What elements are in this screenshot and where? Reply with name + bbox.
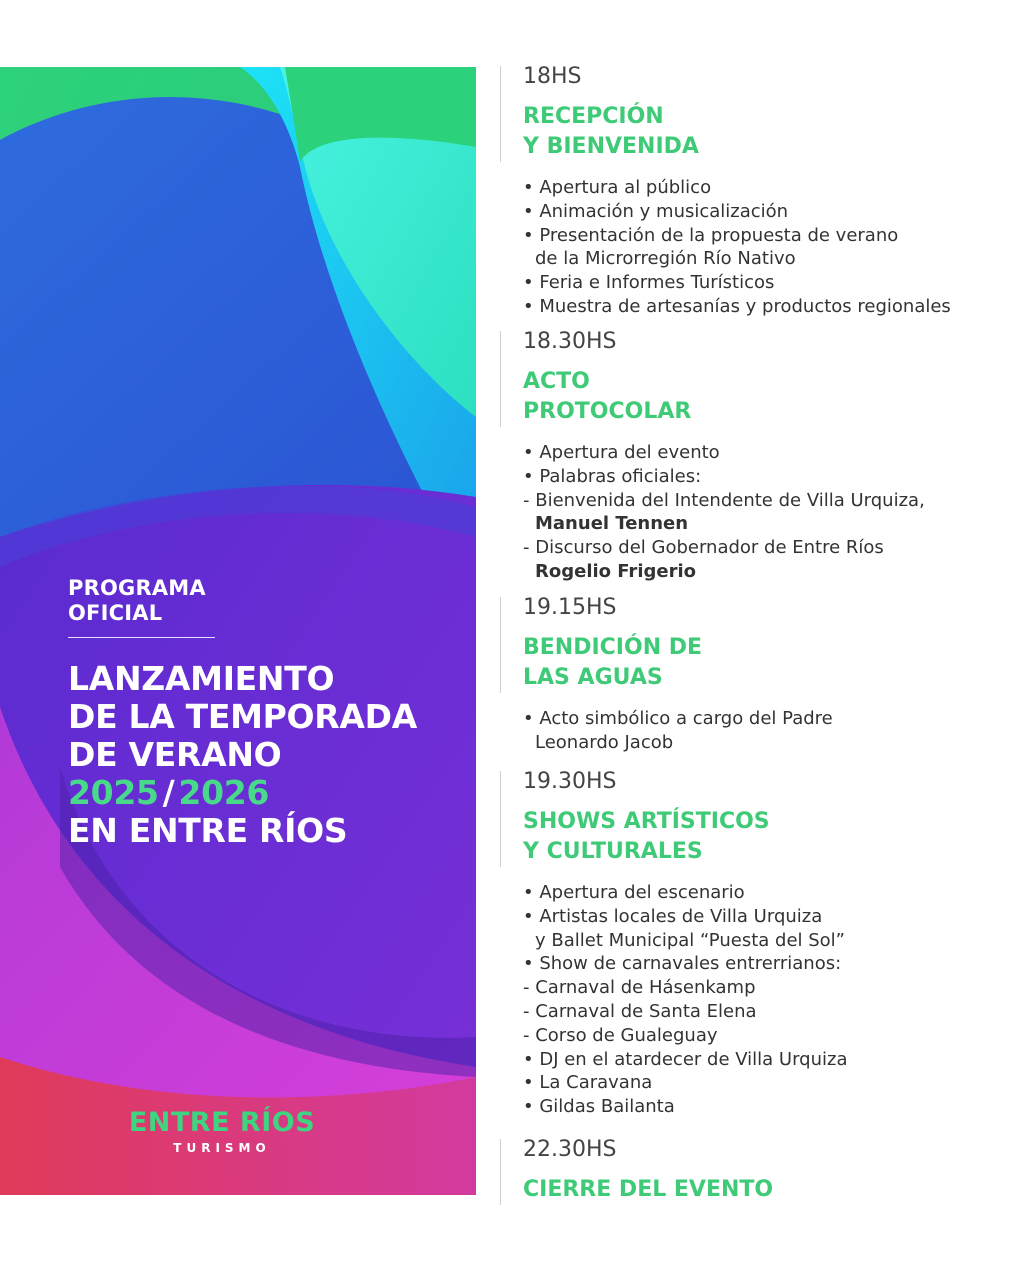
brand-name: ENTRE RÍOS [128,1107,316,1138]
title-line-2: DE LA TEMPORADA [68,697,417,736]
schedule-items [500,881,1024,1119]
list-item: • Acto simbólico a cargo del Padre [523,708,833,729]
title-line-1: LANZAMIENTO [68,659,335,698]
list-item: - Discurso del Gobernador de Entre Ríos [523,537,884,559]
list-item: • Gildas Bailanta [523,1096,675,1118]
title-line-3: DE VERANO [68,735,282,774]
schedule-block-2 [500,331,1024,584]
list-item: • Muestra de artesanías y productos regionales [523,295,951,317]
speaker-name: Rogelio Frigerio [535,560,696,582]
schedule-time: 19.15HS [523,595,617,620]
schedule-title [523,102,1024,162]
schedule-header [500,331,1024,427]
schedule-items [500,441,1024,584]
year-separator: / [162,773,175,812]
schedule-title-line: ACTO [523,369,590,394]
list-item: • Artistas locales de Villa Urquiza [523,905,823,927]
schedule-title-line: CIERRE DEL EVENTO [523,1177,774,1202]
divider [68,637,215,638]
title-line-5: EN ENTRE RÍOS [68,811,348,850]
list-item: - Bienvenida del Intendente de Villa Urquiza, [523,489,925,511]
schedule-items [500,176,1024,319]
program-label-line-2: OFICIAL [68,601,163,625]
schedule-title [523,367,1024,427]
list-item: - Corso de Gualeguay [523,1024,718,1046]
list-item: - Carnaval de Hásenkamp [523,977,756,999]
schedule-block-3 [500,597,1024,755]
list-item: • DJ en el atardecer de Villa Urquiza [523,1048,848,1070]
schedule-title-line: LAS AGUAS [523,665,663,690]
schedule-title-line: Y BIENVENIDA [523,134,699,159]
schedule-title-line: Y CULTURALES [523,839,703,864]
list-item: Leonardo Jacob [535,731,674,753]
schedule-header [500,597,1024,693]
program-label-line-1: PROGRAMA [68,576,206,600]
list-item: • Palabras oficiales: [523,465,702,487]
schedule-block-5 [500,1139,1024,1205]
schedule-time: 18.30HS [523,329,617,354]
schedule-header [500,66,1024,162]
schedule-title-line: BENDICIÓN DE [523,635,703,660]
entre-rios-turismo-logo [0,1108,444,1155]
schedule-block-4 [500,771,1024,1119]
list-item: - Carnaval de Santa Elena [523,1000,757,1022]
speaker-name: Manuel Tennen [535,513,689,535]
schedule-title [523,807,1024,867]
schedule-title [523,1175,1024,1205]
program-label [68,576,206,626]
list-item: • Apertura del escenario [523,882,745,903]
schedule-title-line: SHOWS ARTÍSTICOS [523,809,770,834]
schedule-time: 19.30HS [523,769,617,794]
list-item: • Apertura al público [523,177,712,198]
brand-subtitle: TURISMO [173,1141,271,1155]
list-item: • Presentación de la propuesta de verano [523,224,899,246]
season-years [68,774,417,812]
list-item: • Animación y musicalización [523,200,789,222]
schedule-title [523,633,1024,693]
list-item: y Ballet Municipal “Puesta del Sol” [535,929,845,951]
year-end: 2026 [178,773,270,812]
schedule-title-line: PROTOCOLAR [523,399,692,424]
schedule-items [500,707,1024,755]
list-item: • Apertura del evento [523,442,720,463]
year-start: 2025 [68,773,159,812]
list-item: • Feria e Informes Turísticos [523,272,775,294]
schedule-title-line: RECEPCIÓN [523,104,664,129]
schedule-header [500,1139,1024,1205]
abstract-wave-background [0,67,476,1195]
schedule-time: 18HS [523,64,582,89]
schedule-header [500,771,1024,867]
list-item: de la Microrregión Río Nativo [535,248,796,270]
event-banner [0,67,476,1195]
event-title [68,660,417,850]
list-item: • Show de carnavales entrerrianos: [523,953,842,975]
schedule-time: 22.30HS [523,1137,617,1162]
schedule-block-1 [500,66,1024,319]
list-item: • La Caravana [523,1072,653,1094]
